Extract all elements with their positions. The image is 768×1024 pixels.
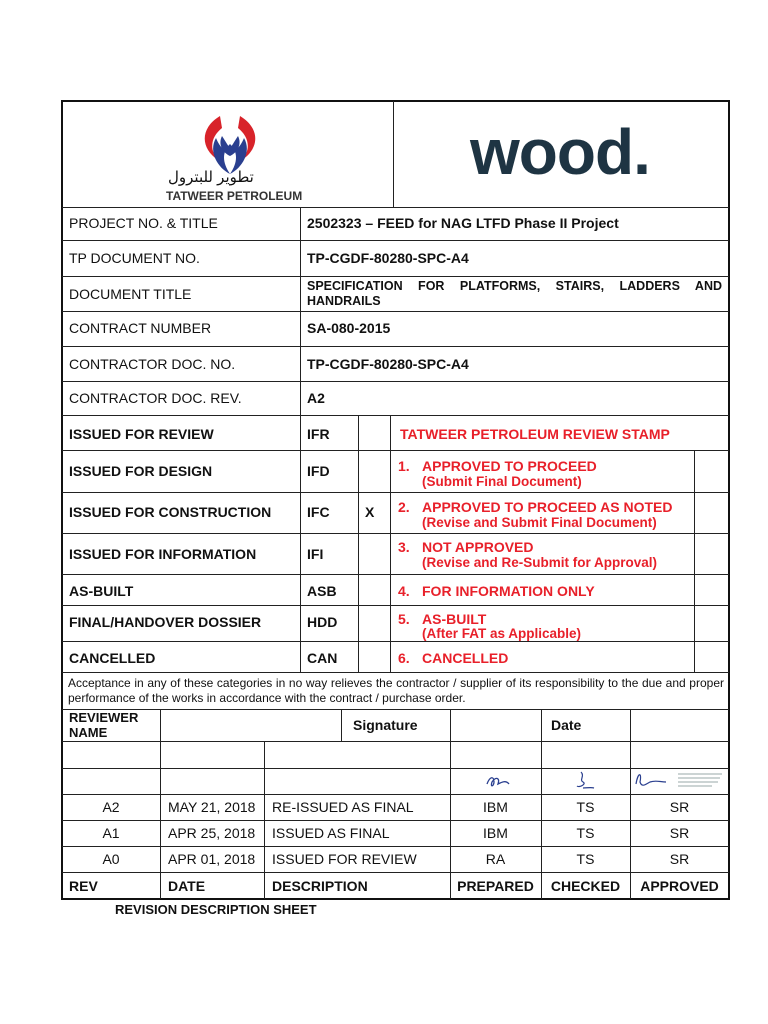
document-title-label: DOCUMENT TITLE (69, 286, 192, 302)
contract-number-value: SA-080-2015 (307, 320, 391, 336)
revision-checked: TS (576, 799, 595, 815)
contractor-doc-no-value: TP-CGDF-80280-SPC-A4 (307, 356, 469, 372)
stamp-item-line1: APPROVED TO PROCEED AS NOTED (422, 499, 673, 515)
description-header: DESCRIPTION (272, 878, 368, 894)
issue-row-code: IFI (307, 546, 324, 562)
prepared-header: PREPARED (457, 878, 534, 894)
stamp-item-line1: CANCELLED (422, 650, 509, 666)
revision-approved: SR (669, 851, 690, 867)
stamp-item-number: 6. (398, 650, 410, 666)
revision-rev: A0 (102, 851, 120, 867)
issue-row-label: ISSUED FOR REVIEW (69, 426, 214, 442)
stamp-item-number: 5. (398, 611, 410, 627)
stamp-item-number: 2. (398, 499, 410, 515)
contract-number-label: CONTRACT NUMBER (69, 320, 212, 336)
signature-label: Signature (353, 717, 418, 733)
tatweer-logo (160, 108, 303, 203)
document-title-value: SPECIFICATION FOR PLATFORMS, STAIRS, LADDERS AND HANDRAILS (307, 279, 722, 308)
revision-description: ISSUED AS FINAL (272, 825, 390, 841)
tp-document-no-label: TP DOCUMENT NO. (69, 250, 200, 266)
project-title-label: PROJECT NO. & TITLE (69, 215, 218, 231)
stamp-item-number: 4. (398, 583, 410, 599)
stamp-item-line2: (Revise and Submit Final Document) (422, 515, 657, 530)
revision-approved: SR (669, 825, 690, 841)
rev-header: REV (69, 878, 98, 894)
prepared-signature-icon (484, 772, 512, 792)
revision-rev: A1 (102, 825, 120, 841)
revision-date: APR 25, 2018 (168, 825, 256, 841)
stamp-item-line2: (After FAT as Applicable) (422, 626, 582, 641)
revision-description: RE-ISSUED AS FINAL (272, 799, 414, 815)
tatweer-arabic-name: تطوير للبترول (168, 169, 254, 186)
issue-row-code: HDD (307, 614, 338, 630)
issue-row-code: ASB (307, 583, 337, 599)
checked-signature-icon (573, 770, 597, 792)
tp-document-no-value: TP-CGDF-80280-SPC-A4 (307, 250, 469, 266)
revision-checked: TS (576, 851, 595, 867)
contractor-doc-rev-label: CONTRACTOR DOC. REV. (69, 390, 242, 406)
checked-header: CHECKED (550, 878, 621, 894)
tatweer-flame-icon (160, 108, 300, 178)
contractor-doc-rev-value: A2 (307, 390, 325, 406)
revision-description-sheet-title: REVISION DESCRIPTION SHEET (115, 902, 317, 917)
date-label: Date (551, 717, 582, 733)
revision-prepared: IBM (483, 825, 508, 841)
approved-header: APPROVED (640, 878, 719, 894)
stamp-item-line1: NOT APPROVED (422, 539, 534, 555)
revision-description: ISSUED FOR REVIEW (272, 851, 417, 867)
issue-row-label: FINAL/HANDOVER DOSSIER (69, 614, 262, 630)
issue-row-code: IFR (307, 426, 330, 442)
tatweer-name: TATWEER PETROLEUM (166, 189, 303, 203)
issue-row-code: IFC (307, 504, 330, 520)
issue-row-label: CANCELLED (69, 650, 156, 666)
project-title-value: 2502323 – FEED for NAG LTFD Phase II Project (307, 215, 619, 231)
wood-logo: wood. (470, 116, 650, 188)
revision-checked: TS (576, 825, 595, 841)
revision-date: APR 01, 2018 (168, 851, 256, 867)
stamp-item-number: 3. (398, 539, 410, 555)
revision-prepared: RA (485, 851, 506, 867)
stamp-item-line1: APPROVED TO PROCEED (422, 458, 597, 474)
issue-row-code: CAN (307, 650, 338, 666)
date-header: DATE (168, 878, 206, 894)
issue-row-label: ISSUED FOR DESIGN (69, 463, 213, 479)
stamp-item-line2: (Submit Final Document) (422, 474, 582, 489)
acceptance-note: Acceptance in any of these categories in no way relieves the contractor / supplier of its responsibility to the due and proper performance of the works in accordance with the contract / purchase order. (68, 676, 724, 705)
stamp-item-line1: FOR INFORMATION ONLY (422, 583, 595, 599)
stamp-item-number: 1. (398, 458, 410, 474)
revision-approved: SR (669, 799, 690, 815)
issue-row-code: IFD (307, 463, 330, 479)
stamp-item-line2: (Revise and Re-Submit for Approval) (422, 555, 658, 570)
revision-prepared: IBM (483, 799, 508, 815)
issue-row-label: ISSUED FOR CONSTRUCTION (69, 504, 272, 520)
revision-date: MAY 21, 2018 (168, 799, 256, 815)
revision-rev: A2 (102, 799, 120, 815)
stamp-item-line1: AS-BUILT (422, 611, 487, 627)
review-stamp-title: TATWEER PETROLEUM REVIEW STAMP (400, 426, 670, 442)
contractor-doc-no-label: CONTRACTOR DOC. NO. (69, 356, 236, 372)
issue-row-label: ISSUED FOR INFORMATION (69, 546, 257, 562)
approved-signature-icon (632, 770, 726, 792)
issue-row-label: AS-BUILT (69, 583, 134, 599)
reviewer-name-label: REVIEWER NAME (69, 710, 139, 740)
issue-row-mark: X (365, 504, 375, 520)
